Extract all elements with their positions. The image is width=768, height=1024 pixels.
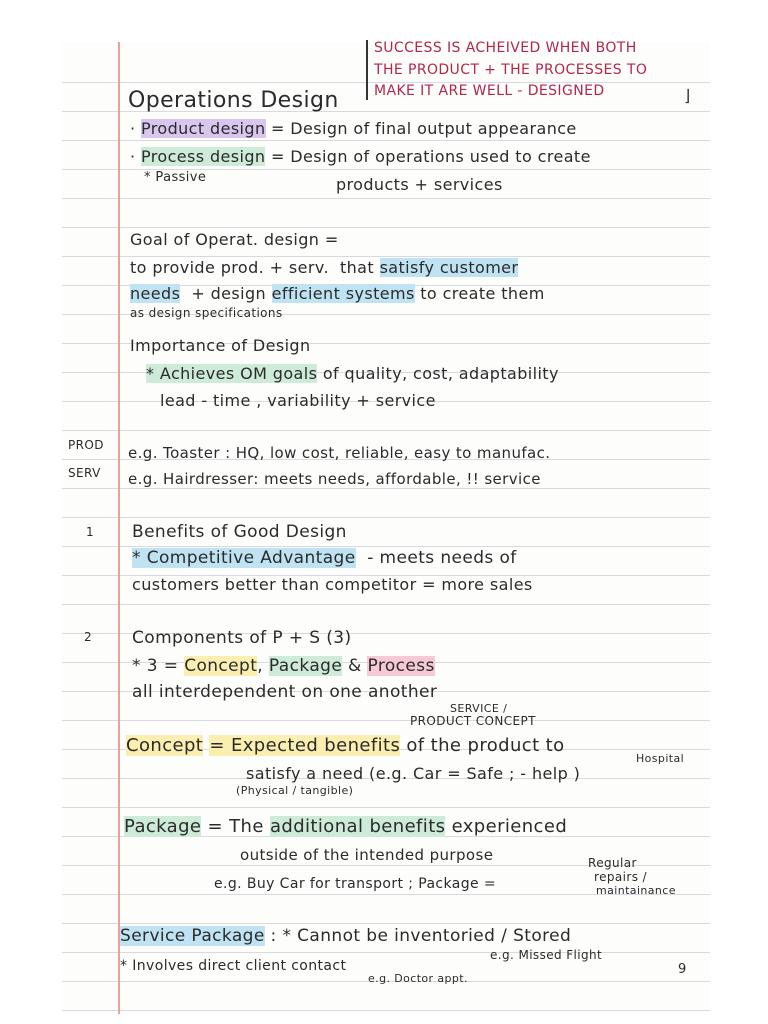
package-line-3: e.g. Buy Car for transport ; Package = [214,876,497,892]
concept-above-2: PRODUCT CONCEPT [410,714,536,728]
components-number: 2 [84,630,93,644]
importance-highlight: * Achieves OM goals [146,364,318,383]
goal-text: to provide prod. + serv. [130,258,329,277]
goal-text: to create them [420,284,545,303]
process-design-term: Process design [140,147,266,166]
importance-heading: Importance of Design [130,336,311,355]
goal-heading: Goal of Operat. design = [130,230,339,249]
process-highlight: Process [367,656,435,676]
note-box-line-3: MAKE IT ARE WELL - DESIGNED [374,83,605,99]
service-package-term: Service Package [120,926,265,946]
note-box-bracket-end: ⌋ [684,86,691,105]
importance-text: of quality, cost, adaptability [322,364,559,383]
goal-text: that [339,258,375,277]
concept-line-2: satisfy a need (e.g. Car = Safe ; - help ) [246,764,581,783]
concept-text: of the product to [406,735,565,756]
concept-highlight: = Expected benefits [209,735,401,756]
goal-line-2 [130,284,545,303]
goal-line-3: as design specifications [130,306,283,320]
process-design-line: · Process design = Design of operations used to create [130,147,591,166]
components-text: * 3 = [132,656,179,676]
concept-under: (Physical / tangible) [236,784,354,797]
importance-line-1 [146,364,559,383]
goal-text: + design [191,284,267,303]
benefits-highlight: * Competitive Advantage [132,548,356,568]
goal-highlight: efficient systems [271,284,415,303]
concept-highlight: Concept [184,656,258,676]
components-text: & [348,656,362,676]
serv-example: e.g. Hairdresser: meets needs, affordable, !! service [128,470,541,488]
benefits-line-1 [132,548,517,568]
package-line-2: outside of the intended purpose [240,846,494,864]
margin-line [118,42,120,1014]
package-line-1 [124,816,567,837]
components-line-1 [132,656,435,676]
package-term: Package [124,816,202,837]
prod-label: PROD [68,438,104,452]
concept-line-1 [126,735,565,756]
components-heading: Components of P + S (3) [132,628,352,648]
goal-highlight: satisfy customer [379,258,519,277]
package-highlight: additional benefits [269,816,446,837]
service-package-eg: e.g. Missed Flight [490,948,603,962]
note-box-line-1: SUCCESS IS ACHEIVED WHEN BOTH [374,40,637,56]
package-highlight: Package [268,656,343,676]
service-package-def: : * Cannot be inventoried / Stored [270,926,572,946]
components-line-2: all interdependent on one another [132,682,438,702]
benefits-number: 1 [86,525,95,539]
prod-example: e.g. Toaster : HQ, low cost, reliable, easy to manufac. [128,444,551,462]
goal-highlight: needs [130,284,181,303]
concept-term: Concept [126,735,204,756]
process-design-def-2: products + services [336,175,503,194]
concept-above-1: SERVICE / [450,702,508,715]
concept-hospital-note: Hospital [636,752,685,765]
package-text: = The [207,816,264,837]
page-number: 9 [678,962,687,977]
package-aside-3: maintainance [596,884,676,897]
process-design-aside: * Passive [144,170,207,185]
components-text: , [257,656,264,676]
importance-line-2: lead - time , variability + service [160,391,436,410]
service-package-line-1 [120,926,571,946]
package-aside-1: Regular [588,856,637,870]
product-design-term: Product design [140,119,266,138]
benefits-heading: Benefits of Good Design [132,522,347,542]
product-design-def: = Design of final output appearance [271,119,577,138]
benefits-text: - meets needs of [367,548,517,568]
page-title: Operations Design [128,88,339,113]
package-text: experienced [451,816,568,837]
service-package-line-2: * Involves direct client contact [120,958,347,974]
process-design-def: = Design of operations used to create [270,147,591,166]
note-box-line-2: THE PRODUCT + THE PROCESSES TO [374,62,648,78]
goal-line-1 [130,258,518,277]
service-package-eg-2: e.g. Doctor appt. [368,972,468,985]
product-design-line: · Product design = Design of final output appearance [130,119,577,138]
package-aside-2: repairs / [594,870,648,884]
serv-label: SERV [68,466,101,480]
benefits-line-2: customers better than competitor = more sales [132,575,533,594]
